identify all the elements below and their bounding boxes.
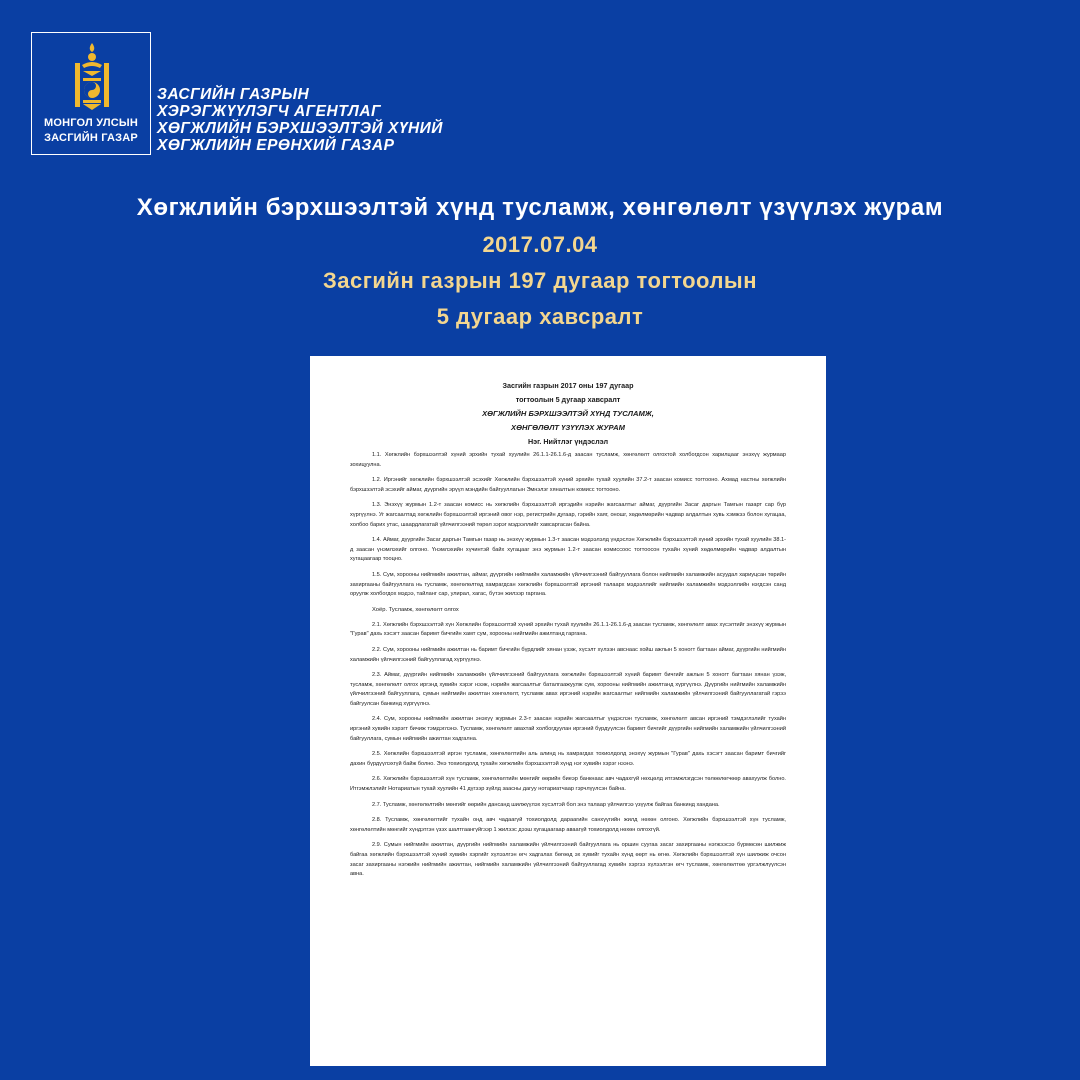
doc-paragraph: 2.8. Тусламж, хөнгөлөлтийг тухайн онд авч чадаагүй тохиолдолд дараагийн санхүүгийн жилд нөхөн олгоно. Хөгжлийн бэрхшээлтэй хүн тусламж, хөнгөлөлтийн мөнгийг хүндэтгэн үзэх шалтгаангүйгээр 1 жилээс дээш хугацаагаар аваагүй тохиолдолд нөхөн олгохгүй.: [350, 817, 786, 833]
doc-paragraph: 1.4. Аймаг, дүүргийн Засаг даргын Тамгын газар нь энэхүү журмын 1.3-т заасан мэдээлэлд үндэслэн Хөгжлийн бэрхшээлтэй хүний эрхийн тухай хуулийн 38.1-д заасан үнэмлэхийг олгоно. Үнэмлэхийн хүчинтэй байх хугацааг энэ журмын 1.2-т заасан комиссоос тогтоосон тухайн хүний хөдөлмөрийн чадвар алдалтын хугацаагаар тооцно.: [350, 537, 786, 563]
doc-paragraph: 2.6. Хөгжлийн бэрхшээлтэй хүн тусламж, хөнгөлөлтийн мөнгийг өөрийн биеэр банкнаас авч чадахгүй нөхцөлд итгэмжлэгдсэн төлөөлөгчөөр авахуулж болно. Итгэмжлэлийг Нотариатын тухай хуулийн 41 дүгээр зүйлд заасны дагуу нотариатчаар гэрчлүүлсэн байна.: [350, 776, 786, 793]
resolution-reference: Засгийн газрын 197 дугаар тогтоолын: [322, 268, 758, 293]
doc-paragraph: 1.5. Сум, хорооны нийгмийн ажилтан, аймаг, дүүргийн нийгмийн халамжийн үйлчилгээний байгууллага болон нийгмийн халамжийн асуудал хариуцсан төрийн захиргааны байгууллага нь тусламж, хөнгөлөлтөд хамрагдсан хөгжлийн бэрхшээлтэй иргэний талаарх мэдээллийг нийгмийн халамжийн мэдээллийн нэгдсэн санд оруулж холбогдох мэдээ, тайланг сар, улирал, хагас, бүтэн жилээр гаргана.: [350, 571, 786, 598]
doc-paragraph: 2.1. Хөгжлийн бэрхшээлтэй хүн Хөгжлийн бэрхшээлтэй хүний эрхийн тухай хуулийн 26.1.1-26.1.6-д заасан тусламж, хөнгөлөлт авах хүсэлтийг энэхүү журмын "Гурав" дахь хэсэгт заасан баримт бичгийн хамт сум, хорооны нийгмийн ажилтанд гаргана.: [350, 621, 786, 638]
doc-paragraph: 2.9. Сумын нийгмийн ажилтан, дүүргийн нийгмийн халамжийн үйлчилгээний байгууллага нь оршин суугаа засаг захиргааны нэгжээсээ бүрмөсөн шилжиж байгаа хөгжлийн бэрхшээлтэй хүний хувийн хэргийг хүлээлгэн өгч хадгалах бөгөөд эх хувийг тухайн хүнд өөрт нь өгнө. Хөгжлийн бэрхшээлтэй хүн шилжиж очсон засаг захиргааны нэгжийн нийгмийн ажилтан, нийгмийн халамжийн үйлчилгээний байгууллагад хувийн хэргээ хүлээлгэн өгч тусламж, хөнгөлөлтөө үргэлжлүүлсэн авна.: [350, 842, 786, 878]
doc-paragraph: 1.1. Хөгжлийн бэрхшээлтэй хүний эрхийн тухай хуулийн 26.1.1-26.1.6-д заасан тусламж, хөнгөлөлт олгохтой холбогдсон харилцааг энэхүү журмаар зохицуулна.: [350, 452, 786, 468]
agency-line: ХЭРЭГЖҮҮЛЭГЧ АГЕНТЛАГ: [157, 103, 382, 120]
doc-paragraph: 2.4. Сум, хорооны нийгмийн ажилтан энэхүү журмын 2.3-т заасан нэрийн жагсаалтыг үндэслэн тусламж, хөнгөлөлт авсан иргэний тэмдэглэлийг тухайн иргэний хувийн хэрэгт бичиж тэмдэглэнэ. Тусламж, хөнгөлөлт авахтай холбогдуулан иргэний бүрдүүлсэн баримт бичгийг дүүргийн нийгмийн халамжийн үйлчилгээний байгууллага, сумын нийгмийн ажилтан хадгална.: [350, 716, 786, 742]
doc-paragraph: 1.2. Иргэнийг хөгжлийн бэрхшээлтэй эсэхийг Хөгжлийн бэрхшээлтэй хүний эрхийн тухай хуулийн 37.2-т заасан комисс тогтооно. Ахмад настны хөгжлийн бэрхшээлтэй эсэхийг аймаг, дүүргийн эрүүл мэндийн байгууллагын Эмнэлэг хяналтын комисс тогтооно.: [350, 477, 786, 493]
logo-caption-line2: ЗАСГИЙН ГАЗАР: [44, 132, 138, 144]
doc-title-line: ХӨНГӨЛӨЛТ ҮЗҮҮЛЭХ ЖУРАМ: [511, 423, 625, 432]
page-title: Хөгжлийн бэрхшээлтэй хүнд тусламж, хөнгөлөлт үзүүлэх журам: [136, 194, 944, 221]
doc-paragraph: 2.3. Аймаг, дүүргийн нийгмийн халамжийн үйлчилгээний байгууллага хөгжлийн бэрхшээлтэй хүний баримт бичгийг ажлын 5 хоногт багтаан хянан үзэж, тусламж, хөнгөлөлт олгох иргэнд хувийн хэрэг нээж, нэрийн жагсаалтыг баталгаажуулж сум, хорооны нийгмийн ажилтанд хүргүүлнэ. Дүүргийн нийгмийн халамжийн үйлчилгээний байгууллага, сумын нийгмийн ажилтан хөнгөлөлт, тусламж авах иргэний нэрийн жагсаалтыг нийгмийн халамжийн үйлчилгээний байгууллагатай гэрээ байгуулсан банкинд хүргүүлнэ.: [350, 672, 786, 707]
doc-paragraph: 2.7. Тусламж, хөнгөлөлтийн мөнгийг өөрийн дансанд шилжүүлэх хүсэлтэй бол энэ талаар үйлчилгээ үзүүлж байгаа банкинд хандана.: [372, 801, 720, 808]
document-date: 2017.07.04: [482, 232, 598, 257]
document-page-image: [310, 356, 826, 1066]
doc-header-line: Засгийн газрын 2017 оны 197 дугаар: [502, 381, 634, 390]
annex-reference: 5 дугаар хавсралт: [436, 304, 644, 329]
government-logo: [31, 32, 151, 155]
doc-paragraph: 1.3. Энэхүү журмын 1.2-т заасан комисс нь хөгжлийн бэрхшээлтэй иргэдийн нэрийн жагсаалтыг аймаг, дүүргийн Засаг даргын Тамгын газарт сар бүр хүргүүлнэ. Уг жагсаалтад хөгжлийн бэрхшээлтэй иргэний овог нэр, регистрийн дугаар, гэрийн хаяг, оношг, хөдөлмөрийн чадвар алдалтын хувь хэмжээ болон хугацаа, холбоо барих утас, шаардлагатай үйлчилгээний төрөл зэрэг мэдээллийг хавсаргасан байна.: [350, 502, 786, 528]
agency-line: ЗАСГИЙН ГАЗРЫН: [157, 86, 310, 103]
agency-line: ХӨГЖЛИЙН ЕРӨНХИЙ ГАЗАР: [157, 137, 395, 154]
agency-line: ХӨГЖЛИЙН БЭРХШЭЭЛТЭЙ ХҮНИЙ: [157, 120, 443, 137]
soyombo-emblem-icon: [70, 41, 114, 113]
doc-paragraph: 2.5. Хөгжлийн бэрхшээлтэй иргэн тусламж, хөнгөлөлтийн аль алинд нь хамрагдах тохиолдолд энэхүү журмын "Гурав" дахь хэсэгт заасан баримт бичгийг дахин бүрдүүлэхгүй байж болно. Энэ тохиолдолд тухайн хөгжлийн бэрхшээлтэй хүнд нэг хувийн хэрэг нээнэ.: [350, 751, 786, 767]
doc-section-heading: Нэг. Нийтлэг үндэслэл: [527, 437, 609, 446]
doc-title-line: ХӨГЖЛИЙН БЭРХШЭЭЛТЭЙ ХҮНД ТУСЛАМЖ,: [482, 409, 654, 418]
doc-paragraph: 2.2. Сум, хорооны нийгмийн ажилтан нь баримт бичгийн бүрдлийг хянан үзэж, хүсэлт хүлээн авснаас хойш ажлын 5 хоногт багтаан аймаг, дүүргийн нийгмийн халамжийн үйлчилгээний байгууллагад хүргүүлнэ.: [350, 646, 786, 663]
logo-caption-line1: МОНГОЛ УЛСЫН: [43, 117, 138, 129]
doc-section-heading: Хоёр. Тусламж, хөнгөлөлт олгох: [372, 606, 459, 613]
agency-name: [157, 86, 443, 154]
doc-header-line: тогтоолын 5 дугаар хавсралт: [515, 395, 621, 404]
